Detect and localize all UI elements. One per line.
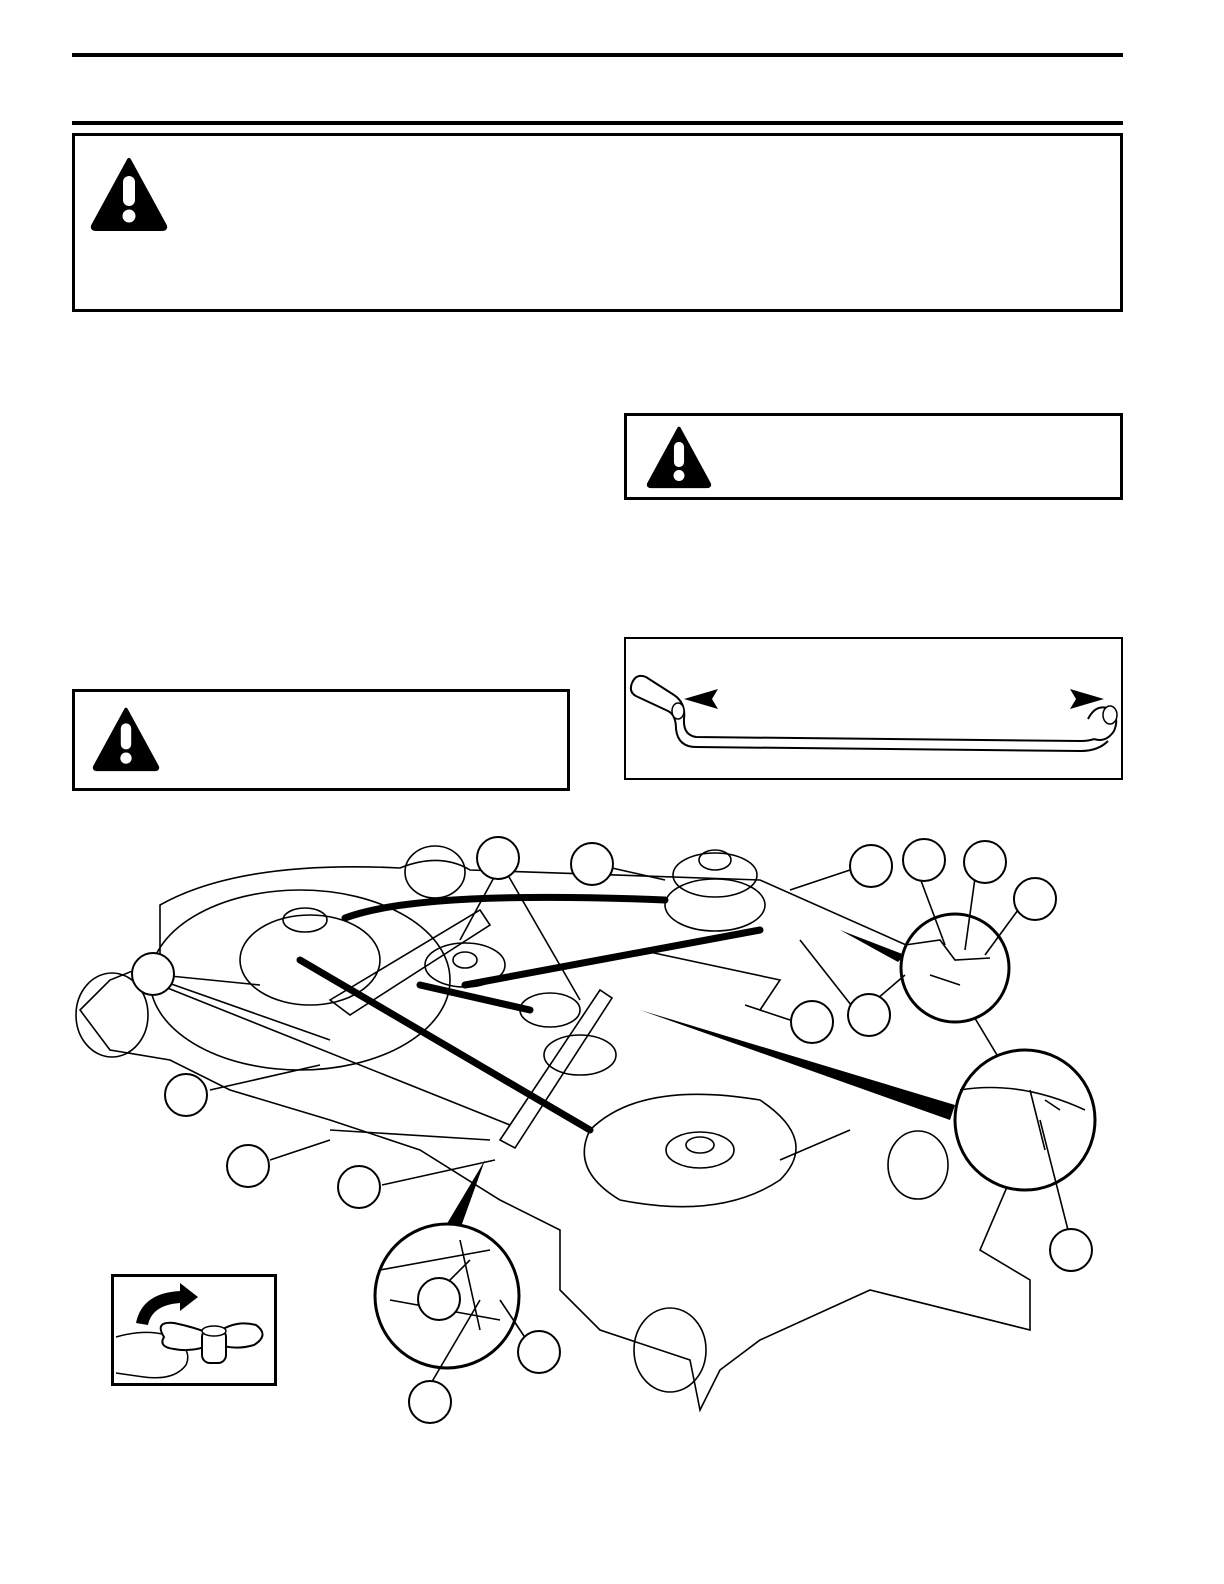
top-rule: [72, 53, 1123, 57]
bow-tie-pin-illustration: [114, 1277, 274, 1383]
callout: [790, 1000, 834, 1044]
callout: [963, 840, 1007, 884]
callout: [847, 993, 891, 1037]
warning-box-left: [72, 689, 570, 791]
callout: [337, 1165, 381, 1209]
callout: [476, 836, 520, 880]
callout: [226, 1144, 270, 1188]
callout: [408, 1380, 452, 1424]
callout: [417, 1277, 461, 1321]
section-rule: [72, 121, 1123, 125]
deck-rod-illustration: [626, 639, 1121, 778]
callout: [849, 844, 893, 888]
curved-arrow-icon: [136, 1283, 198, 1325]
callout: [1013, 877, 1057, 921]
detail-spring-link: [955, 1050, 1095, 1190]
warning-box-top: [72, 133, 1123, 312]
callout: [164, 1073, 208, 1117]
callout: [131, 952, 175, 996]
callout: [902, 838, 946, 882]
warning-triangle-icon: [91, 706, 161, 772]
callout: [517, 1330, 561, 1374]
rod-figure: [624, 637, 1123, 780]
detail-pulley-bracket: [901, 914, 1009, 1022]
pin-figure: [111, 1274, 277, 1386]
warning-triangle-icon: [89, 156, 169, 232]
warning-box-right: [624, 413, 1123, 500]
callout: [570, 842, 614, 886]
arrow-left-icon: [684, 689, 718, 709]
arrow-right-icon: [1070, 689, 1104, 709]
warning-triangle-icon: [645, 425, 713, 489]
callout: [1049, 1228, 1093, 1272]
